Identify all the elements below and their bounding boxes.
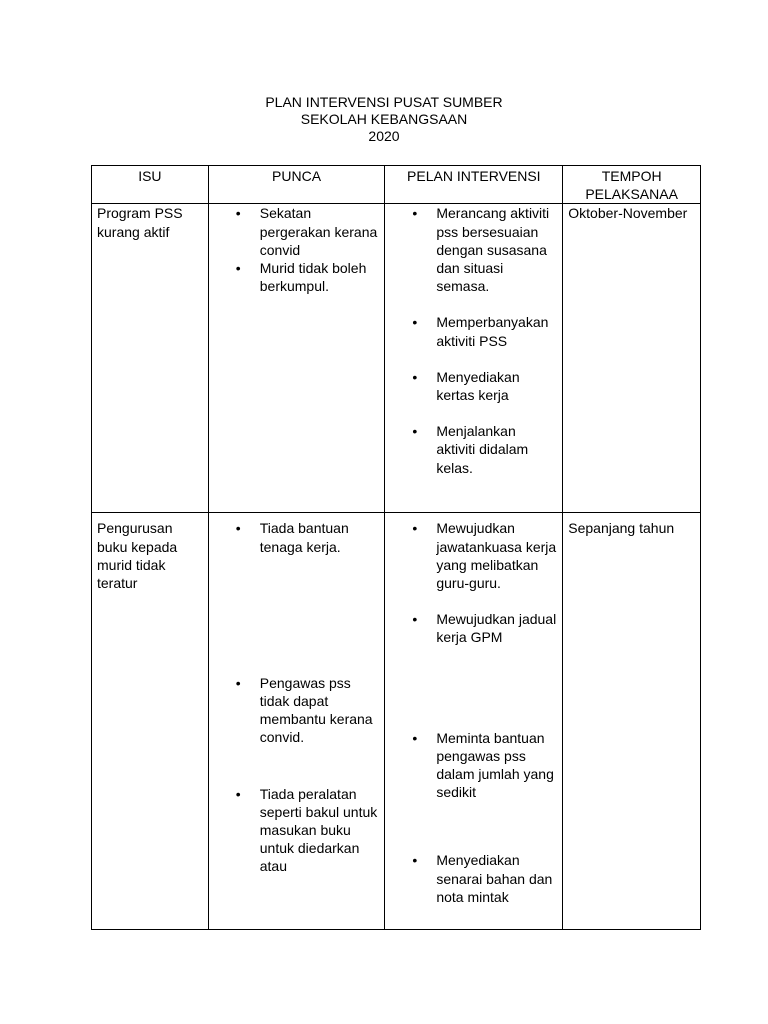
pelan-list: [390, 204, 557, 476]
punca-list: [214, 204, 380, 295]
punca-list: [214, 519, 380, 875]
list-item: • Menyediakan kertas kerja: [390, 368, 557, 404]
list-item: • Murid tidak boleh berkumpul.: [214, 259, 380, 295]
title-line-3: 2020: [368, 128, 400, 144]
header-tempoh-pelaksanaan: TEMPOH PELAKSANAA: [563, 166, 701, 204]
intervention-plan-table: [91, 165, 701, 930]
punca-cell: [208, 204, 385, 513]
tempoh-cell: [563, 513, 701, 930]
document-title: [0, 94, 768, 145]
table-row: [92, 204, 701, 513]
list-item: • Pengawas pss tidak dapat membantu kerana convid.: [214, 674, 380, 747]
pelan-cell: [385, 204, 563, 513]
table-header-row: [92, 166, 701, 204]
list-item: • Menjalankan aktiviti didalam kelas.: [390, 422, 557, 477]
pelan-list: [390, 519, 557, 906]
header-isu: ISU: [92, 166, 209, 204]
isu-cell: [92, 513, 209, 930]
list-item: • Mewujudkan jadual kerja GPM: [390, 610, 557, 646]
title-line-1: PLAN INTERVENSI PUSAT SUMBER: [265, 94, 503, 110]
isu-text: Program PSS kurang aktif: [97, 205, 183, 240]
tempoh-cell: [563, 204, 701, 513]
tempoh-text: Sepanjang tahun: [568, 520, 675, 537]
list-item: • Mewujudkan jawatankuasa kerja yang melibatkan guru-guru.: [390, 519, 557, 592]
isu-cell: [92, 204, 209, 513]
list-item: • Menyediakan senarai bahan dan nota mintak: [390, 851, 557, 906]
list-item: • Meminta bantuan pengawas pss dalam jumlah yang sedikit: [390, 729, 557, 802]
table-row: [92, 513, 701, 930]
header-punca: PUNCA: [208, 166, 385, 204]
punca-cell: [208, 513, 385, 930]
list-item: • Sekatan pergerakan kerana convid: [214, 204, 380, 259]
title-line-2: SEKOLAH KEBANGSAAN: [300, 111, 468, 127]
tempoh-text: Oktober-November: [568, 205, 688, 222]
header-pelan-intervensi: PELAN INTERVENSI: [385, 166, 563, 204]
list-item: • Memperbanyakan aktiviti PSS: [390, 313, 557, 349]
list-item: • Tiada peralatan seperti bakul untuk masukan buku untuk diedarkan atau: [214, 785, 380, 876]
pelan-cell: [385, 513, 563, 930]
isu-text: Pengurusan buku kepada murid tidak teratur: [97, 520, 178, 592]
list-item: • Merancang aktiviti pss bersesuaian dengan susasana dan situasi semasa.: [390, 204, 557, 295]
list-item: • Tiada bantuan tenaga kerja.: [214, 519, 380, 555]
